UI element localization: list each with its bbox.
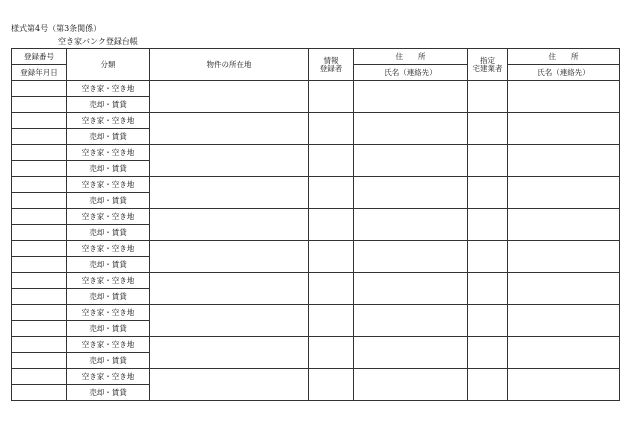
broker-address-cell-2 <box>508 145 620 177</box>
table-row <box>12 177 620 193</box>
category-top-cell: 空き家・空き地 <box>67 113 150 129</box>
form-number-label: 様式第4号（第3条関係） <box>11 24 102 33</box>
header-designated-broker <box>468 49 508 81</box>
header-registration-number: 登録番号 <box>12 49 67 65</box>
registrant-address-cell <box>309 113 354 145</box>
registrant-address-cell-2 <box>354 81 468 113</box>
header-row-1 <box>12 49 620 65</box>
registration-number-cell <box>12 241 67 257</box>
registrant-address-cell <box>309 81 354 113</box>
table-row <box>12 369 620 385</box>
category-bottom-cell: 売却・賃貸 <box>67 257 150 273</box>
registration-number-cell <box>12 209 67 225</box>
location-cell <box>150 369 309 401</box>
location-cell <box>150 113 309 145</box>
category-top-cell: 空き家・空き地 <box>67 369 150 385</box>
category-bottom-cell: 売却・賃貸 <box>67 289 150 305</box>
location-cell <box>150 241 309 273</box>
location-cell <box>150 337 309 369</box>
registrant-address-cell-2 <box>354 145 468 177</box>
header-info-registrant-line2: 登録者 <box>319 63 343 73</box>
table-row <box>12 273 620 289</box>
header-broker-address: 住 所 <box>508 49 620 65</box>
broker-address-cell <box>468 369 508 401</box>
header-info-registrant <box>309 49 354 81</box>
header-designated-broker-line1: 指定 <box>480 56 495 65</box>
broker-address-cell-2 <box>508 337 620 369</box>
registrant-address-cell <box>309 241 354 273</box>
category-bottom-cell: 売却・賃貸 <box>67 129 150 145</box>
category-top-cell: 空き家・空き地 <box>67 81 150 97</box>
table-row <box>12 113 620 129</box>
table-row <box>12 81 620 97</box>
table-row <box>12 241 620 257</box>
broker-address-cell-2 <box>508 81 620 113</box>
category-top-cell: 空き家・空き地 <box>67 241 150 257</box>
location-cell <box>150 209 309 241</box>
location-cell <box>150 177 309 209</box>
broker-address-cell-2 <box>508 177 620 209</box>
category-top-cell: 空き家・空き地 <box>67 209 150 225</box>
registrant-address-cell-2 <box>354 369 468 401</box>
registration-number-cell <box>12 113 67 129</box>
document-title: 空き家バンク登録台帳 <box>58 37 138 46</box>
table-row <box>12 337 620 353</box>
broker-address-cell <box>468 81 508 113</box>
category-top-cell: 空き家・空き地 <box>67 145 150 161</box>
registration-date-cell <box>12 353 67 369</box>
broker-address-cell <box>468 113 508 145</box>
registration-date-cell <box>12 257 67 273</box>
registrant-address-cell-2 <box>354 337 468 369</box>
header-registration-date: 登録年月日 <box>12 65 67 81</box>
registration-number-cell <box>12 369 67 385</box>
registrant-address-cell-2 <box>354 113 468 145</box>
broker-address-cell-2 <box>508 273 620 305</box>
broker-address-cell-2 <box>508 369 620 401</box>
broker-address-cell <box>468 177 508 209</box>
registration-date-cell <box>12 321 67 337</box>
broker-address-cell <box>468 145 508 177</box>
location-cell <box>150 81 309 113</box>
category-bottom-cell: 売却・賃貸 <box>67 353 150 369</box>
header-info-registrant-line1: 情報 <box>323 56 339 65</box>
registrant-address-cell <box>309 273 354 305</box>
registrant-address-cell <box>309 305 354 337</box>
category-top-cell: 空き家・空き地 <box>67 305 150 321</box>
header-designated-broker-line2: 宅建業者 <box>472 63 503 73</box>
registration-date-cell <box>12 161 67 177</box>
header-broker-name-contact: 氏名（連絡先） <box>508 65 620 81</box>
table-row <box>12 305 620 321</box>
broker-address-cell <box>468 273 508 305</box>
registrant-address-cell-2 <box>354 177 468 209</box>
registrant-address-cell <box>309 145 354 177</box>
table-row <box>12 209 620 225</box>
header-registrant-address: 住 所 <box>354 49 468 65</box>
category-top-cell: 空き家・空き地 <box>67 337 150 353</box>
table-row <box>12 145 620 161</box>
header-category: 分類 <box>67 49 150 81</box>
category-bottom-cell: 売却・賃貸 <box>67 161 150 177</box>
broker-address-cell <box>468 241 508 273</box>
registry-table <box>11 48 620 401</box>
category-top-cell: 空き家・空き地 <box>67 273 150 289</box>
registrant-address-cell <box>309 369 354 401</box>
category-bottom-cell: 売却・賃貸 <box>67 193 150 209</box>
registrant-address-cell <box>309 177 354 209</box>
registration-date-cell <box>12 385 67 401</box>
broker-address-cell-2 <box>508 113 620 145</box>
registrant-address-cell-2 <box>354 273 468 305</box>
registrant-address-cell <box>309 209 354 241</box>
header-registrant-name-contact: 氏名（連絡先） <box>354 65 468 81</box>
broker-address-cell-2 <box>508 209 620 241</box>
registration-number-cell <box>12 145 67 161</box>
header-property-location: 物件の所在地 <box>150 49 309 81</box>
broker-address-cell <box>468 305 508 337</box>
registration-date-cell <box>12 289 67 305</box>
category-bottom-cell: 売却・賃貸 <box>67 97 150 113</box>
broker-address-cell-2 <box>508 305 620 337</box>
category-bottom-cell: 売却・賃貸 <box>67 321 150 337</box>
registration-number-cell <box>12 337 67 353</box>
registration-number-cell <box>12 177 67 193</box>
registration-number-cell <box>12 305 67 321</box>
registration-date-cell <box>12 193 67 209</box>
registration-date-cell <box>12 225 67 241</box>
registrant-address-cell-2 <box>354 305 468 337</box>
registration-number-cell <box>12 273 67 289</box>
broker-address-cell <box>468 209 508 241</box>
location-cell <box>150 305 309 337</box>
broker-address-cell <box>468 337 508 369</box>
category-bottom-cell: 売却・賃貸 <box>67 225 150 241</box>
registration-number-cell <box>12 81 67 97</box>
registrant-address-cell-2 <box>354 209 468 241</box>
registrant-address-cell <box>309 337 354 369</box>
registrant-address-cell-2 <box>354 241 468 273</box>
location-cell <box>150 273 309 305</box>
registration-date-cell <box>12 97 67 113</box>
category-top-cell: 空き家・空き地 <box>67 177 150 193</box>
category-bottom-cell: 売却・賃貸 <box>67 385 150 401</box>
location-cell <box>150 145 309 177</box>
registration-date-cell <box>12 129 67 145</box>
broker-address-cell-2 <box>508 241 620 273</box>
